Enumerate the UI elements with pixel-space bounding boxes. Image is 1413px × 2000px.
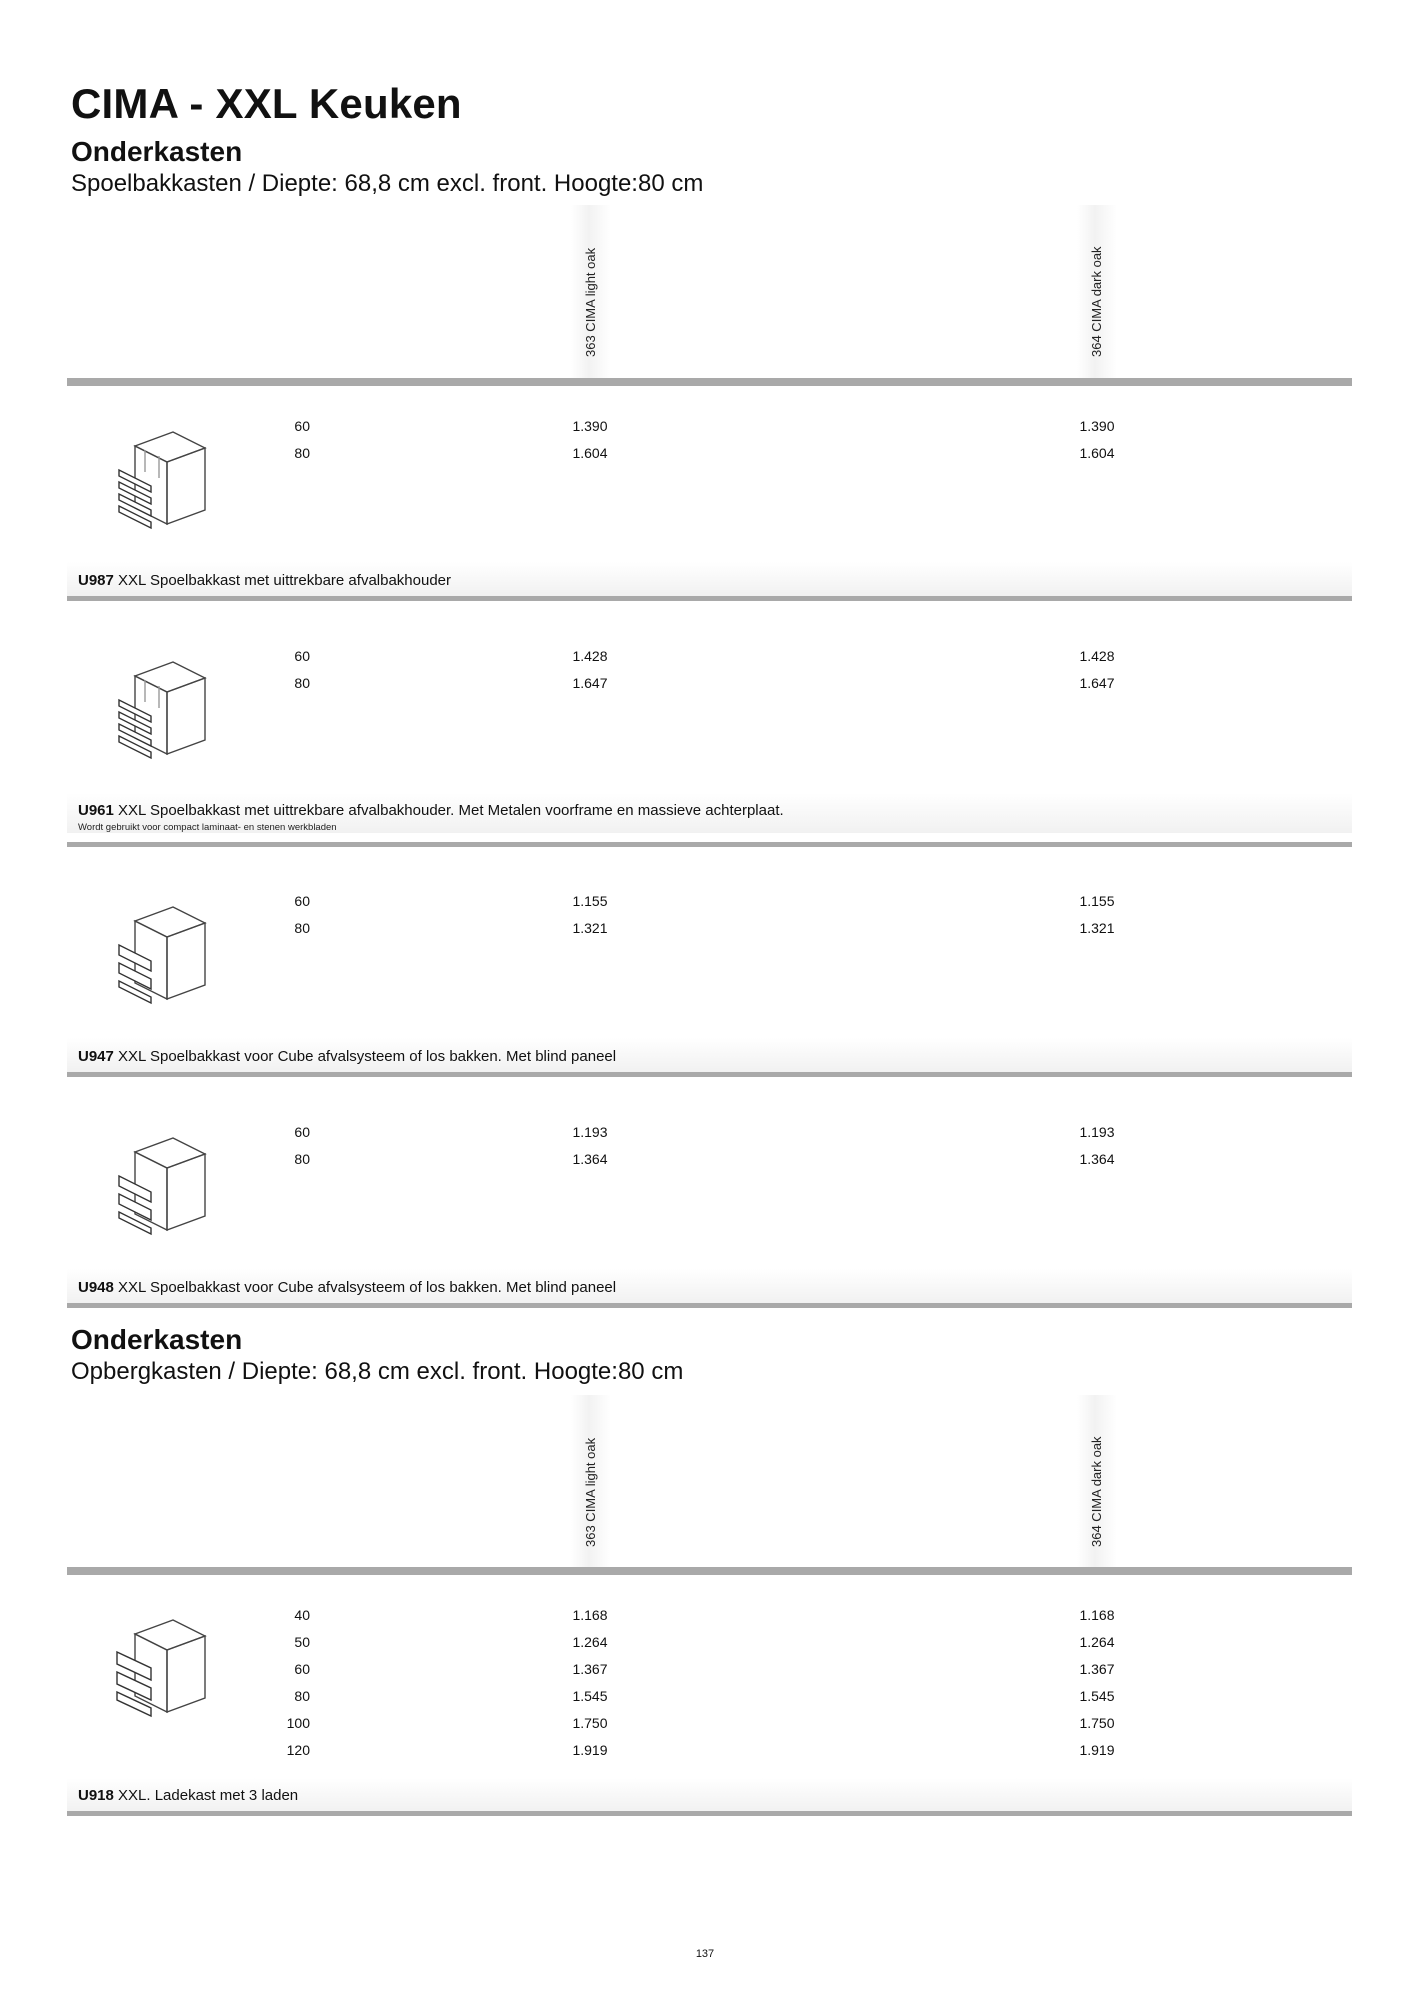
price-light-oak: 1.364 <box>572 1151 608 1167</box>
price-dark-oak: 1.193 <box>1079 1124 1115 1140</box>
product-text: XXL Spoelbakkast voor Cube afvalsysteem of los bakken. Met blind paneel <box>118 1048 617 1065</box>
section-title: Onderkasten <box>71 1324 243 1355</box>
product-text: XXL Spoelbakkast met uittrekbare afvalbakhouder. Met Metalen voorframe en massieve achterplaat. <box>118 802 784 819</box>
product-divider <box>67 596 1352 601</box>
product-text: XXL Spoelbakkast met uittrekbare afvalbakhouder <box>118 572 452 589</box>
column-header-label: 363 CIMA light oak <box>583 1437 598 1547</box>
product-divider <box>67 1303 1352 1308</box>
size-cell: 50 <box>294 1634 310 1650</box>
price-dark-oak: 1.604 <box>1079 445 1115 461</box>
product-divider <box>67 1811 1352 1816</box>
size-cell: 80 <box>294 445 310 461</box>
size-cell: 40 <box>294 1607 310 1623</box>
column-header-label: 364 CIMA dark oak <box>1089 246 1104 357</box>
section-subtitle: Opbergkasten / Diepte: 68,8 cm excl. front. Hoogte:80 cm <box>71 1358 684 1385</box>
product-description <box>78 1048 616 1065</box>
price-dark-oak: 1.390 <box>1079 418 1115 434</box>
page-number: 137 <box>695 1948 715 1960</box>
size-cell: 80 <box>294 920 310 936</box>
column-header-dark-oak <box>1077 1395 1117 1570</box>
price-dark-oak: 1.264 <box>1079 1634 1115 1650</box>
product-note: Wordt gebruikt voor compact laminaat- en stenen werkbladen <box>78 822 337 833</box>
column-header-label: 364 CIMA dark oak <box>1089 1436 1104 1547</box>
price-light-oak: 1.367 <box>572 1661 608 1677</box>
product-divider <box>67 842 1352 847</box>
size-cell: 80 <box>294 675 310 691</box>
price-light-oak: 1.155 <box>572 893 608 909</box>
size-cell: 80 <box>294 1688 310 1704</box>
product-divider <box>67 1072 1352 1077</box>
column-header-light-oak <box>571 205 611 380</box>
price-dark-oak: 1.545 <box>1079 1688 1115 1704</box>
price-light-oak: 1.390 <box>572 418 608 434</box>
sink-cabinet-icon <box>105 895 225 1007</box>
price-dark-oak: 1.919 <box>1079 1742 1115 1758</box>
section-subtitle: Spoelbakkasten / Diepte: 68,8 cm excl. front. Hoogte:80 cm <box>71 170 704 197</box>
size-cell: 80 <box>294 1151 310 1167</box>
sink-cabinet-icon <box>105 1126 225 1238</box>
sink-cabinet-icon <box>105 420 225 532</box>
size-cell: 100 <box>286 1715 310 1731</box>
product-code: U987 <box>78 572 114 589</box>
header-divider <box>67 1567 1352 1575</box>
price-dark-oak: 1.168 <box>1079 1607 1115 1623</box>
page-title: CIMA - XXL Keuken <box>71 80 462 127</box>
size-cell: 60 <box>294 418 310 434</box>
price-dark-oak: 1.367 <box>1079 1661 1115 1677</box>
sink-cabinet-icon <box>105 650 225 762</box>
size-cell: 60 <box>294 893 310 909</box>
drawer-cabinet-icon <box>105 1608 225 1720</box>
price-light-oak: 1.168 <box>572 1607 608 1623</box>
price-dark-oak: 1.155 <box>1079 893 1115 909</box>
price-light-oak: 1.750 <box>572 1715 608 1731</box>
column-header-label: 363 CIMA light oak <box>583 247 598 357</box>
product-description <box>78 1787 298 1804</box>
price-light-oak: 1.919 <box>572 1742 608 1758</box>
product-description <box>78 572 451 589</box>
product-text: XXL. Ladekast met 3 laden <box>118 1787 299 1804</box>
size-cell: 60 <box>294 648 310 664</box>
price-light-oak: 1.321 <box>572 920 608 936</box>
price-light-oak: 1.545 <box>572 1688 608 1704</box>
product-code: U948 <box>78 1279 114 1296</box>
size-cell: 120 <box>286 1742 310 1758</box>
price-dark-oak: 1.750 <box>1079 1715 1115 1731</box>
size-cell: 60 <box>294 1661 310 1677</box>
product-code: U947 <box>78 1048 114 1065</box>
product-description <box>78 802 784 819</box>
price-light-oak: 1.428 <box>572 648 608 664</box>
section-title: Onderkasten <box>71 136 243 167</box>
size-cell: 60 <box>294 1124 310 1140</box>
price-light-oak: 1.604 <box>572 445 608 461</box>
price-dark-oak: 1.364 <box>1079 1151 1115 1167</box>
price-dark-oak: 1.321 <box>1079 920 1115 936</box>
product-code: U961 <box>78 802 114 819</box>
price-dark-oak: 1.428 <box>1079 648 1115 664</box>
price-light-oak: 1.264 <box>572 1634 608 1650</box>
header-divider <box>67 378 1352 386</box>
product-text: XXL Spoelbakkast voor Cube afvalsysteem of los bakken. Met blind paneel <box>118 1279 617 1296</box>
product-description <box>78 1279 616 1296</box>
product-code: U918 <box>78 1787 114 1804</box>
price-dark-oak: 1.647 <box>1079 675 1115 691</box>
price-light-oak: 1.193 <box>572 1124 608 1140</box>
price-light-oak: 1.647 <box>572 675 608 691</box>
column-header-light-oak <box>571 1395 611 1570</box>
column-header-dark-oak <box>1077 205 1117 380</box>
